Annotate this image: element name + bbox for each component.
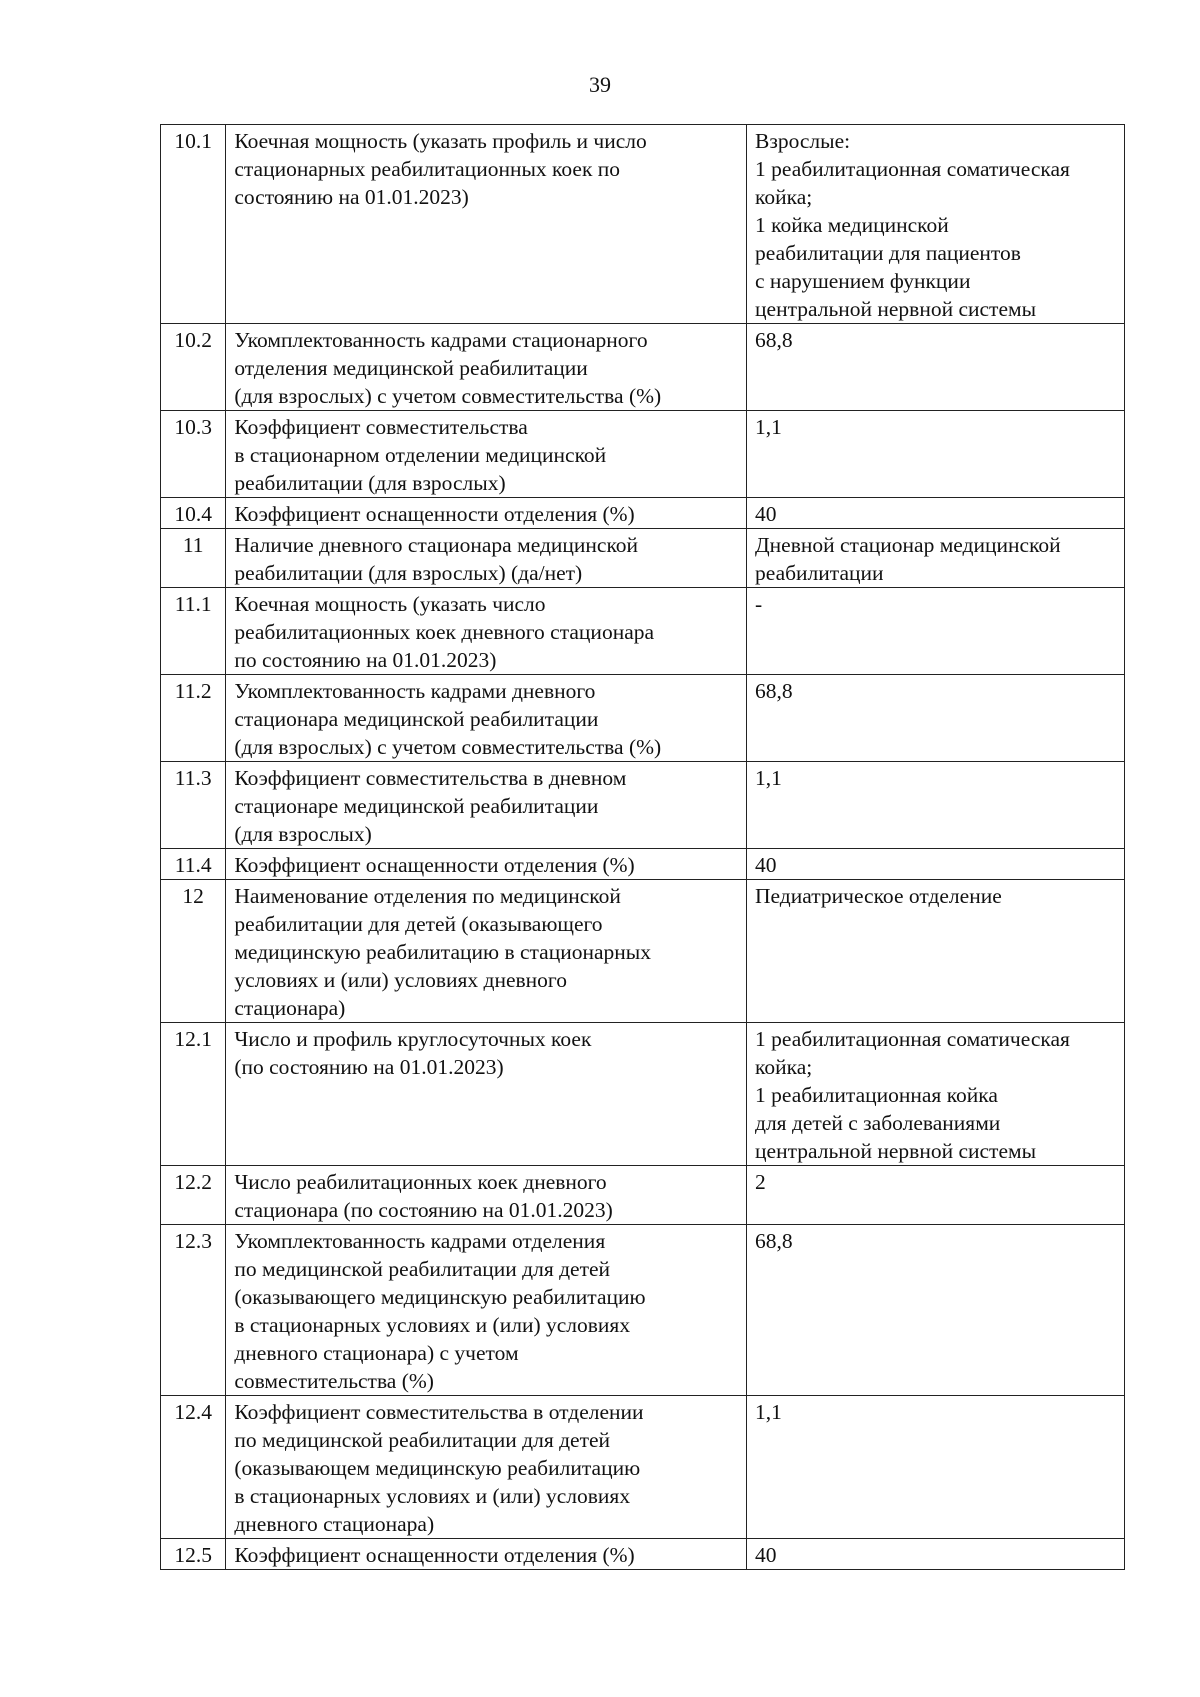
indicator-description-cell xyxy=(226,529,747,588)
value-line: Педиатрическое отделение xyxy=(755,884,1002,908)
table-row xyxy=(161,849,1125,880)
value-line: Дневной стационар медицинской xyxy=(755,533,1061,557)
description-line: в стационарных условиях и (или) условиях xyxy=(234,1484,631,1508)
description-line: стационаре медицинской реабилитации xyxy=(234,794,599,818)
indicator-value-cell xyxy=(747,1396,1125,1539)
value-line: центральной нервной системы xyxy=(755,1139,1037,1163)
indicator-description-cell xyxy=(226,1225,747,1396)
value-line: 40 xyxy=(755,853,777,877)
description-line: отделения медицинской реабилитации xyxy=(234,356,588,380)
description-line: реабилитации для детей (оказывающего xyxy=(234,912,603,936)
row-number-cell: 12.3 xyxy=(161,1225,226,1396)
indicator-description-cell xyxy=(226,675,747,762)
description-line: по состоянию на 01.01.2023) xyxy=(234,648,497,672)
description-line: дневного стационара) с учетом xyxy=(234,1341,519,1365)
indicator-value-cell xyxy=(747,675,1125,762)
value-line: 40 xyxy=(755,502,777,526)
value-line: 2 xyxy=(755,1170,766,1194)
value-line: с нарушением функции xyxy=(755,269,971,293)
value-line: центральной нервной системы xyxy=(755,297,1037,321)
value-line: 1 койка медицинской xyxy=(755,213,949,237)
description-line: стационара (по состоянию на 01.01.2023) xyxy=(234,1198,613,1222)
indicator-description-cell xyxy=(226,324,747,411)
description-line: Коэффициент оснащенности отделения (%) xyxy=(234,502,635,526)
description-line: стационара медицинской реабилитации xyxy=(234,707,599,731)
value-line: - xyxy=(755,592,763,616)
table-row xyxy=(161,762,1125,849)
indicators-table xyxy=(160,124,1125,1570)
indicator-value-cell xyxy=(747,588,1125,675)
table-row xyxy=(161,411,1125,498)
description-line: Число реабилитационных коек дневного xyxy=(234,1170,607,1194)
description-line: стационарных реабилитационных коек по xyxy=(234,157,621,181)
indicator-value-cell xyxy=(747,1539,1125,1570)
indicator-value-cell xyxy=(747,1225,1125,1396)
table-row xyxy=(161,588,1125,675)
description-line: Наименование отделения по медицинской xyxy=(234,884,621,908)
description-line: (для взрослых) xyxy=(234,822,372,846)
description-line: по медицинской реабилитации для детей xyxy=(234,1428,611,1452)
description-line: (для взрослых) с учетом совместительства (%) xyxy=(234,384,662,408)
row-number-cell: 11.3 xyxy=(161,762,226,849)
row-number-cell: 12.5 xyxy=(161,1539,226,1570)
row-number-cell: 10.1 xyxy=(161,125,226,324)
description-line: Укомплектованность кадрами стационарного xyxy=(234,328,648,352)
description-line: в стационарных условиях и (или) условиях xyxy=(234,1313,631,1337)
description-line: (оказывающем медицинскую реабилитацию xyxy=(234,1456,641,1480)
value-line: реабилитации для пациентов xyxy=(755,241,1021,265)
indicator-description-cell xyxy=(226,1166,747,1225)
value-line: 68,8 xyxy=(755,328,793,352)
indicator-description-cell xyxy=(226,762,747,849)
row-number-cell: 11 xyxy=(161,529,226,588)
description-line: по медицинской реабилитации для детей xyxy=(234,1257,611,1281)
value-line: Взрослые: xyxy=(755,129,851,153)
description-line: реабилитации (для взрослых) (да/нет) xyxy=(234,561,583,585)
description-line: Наличие дневного стационара медицинской xyxy=(234,533,639,557)
table-row xyxy=(161,880,1125,1023)
description-line: Укомплектованность кадрами дневного xyxy=(234,679,596,703)
value-line: койка; xyxy=(755,1055,813,1079)
description-line: Число и профиль круглосуточных коек xyxy=(234,1027,592,1051)
page-number: 39 xyxy=(589,72,611,97)
value-line: 1 реабилитационная соматическая xyxy=(755,1027,1070,1051)
value-line: 1,1 xyxy=(755,1400,782,1424)
value-line: 1,1 xyxy=(755,415,782,439)
description-line: состоянию на 01.01.2023) xyxy=(234,185,469,209)
description-line: Коечная мощность (указать профиль и число xyxy=(234,129,647,153)
row-number-cell: 12 xyxy=(161,880,226,1023)
table-row xyxy=(161,675,1125,762)
row-number-cell: 12.4 xyxy=(161,1396,226,1539)
indicator-description-cell xyxy=(226,1396,747,1539)
description-line: (оказывающего медицинскую реабилитацию xyxy=(234,1285,646,1309)
indicator-value-cell xyxy=(747,498,1125,529)
table-row xyxy=(161,1539,1125,1570)
indicator-value-cell xyxy=(747,1166,1125,1225)
table-row xyxy=(161,1396,1125,1539)
description-line: совместительства (%) xyxy=(234,1369,434,1393)
row-number-cell: 12.1 xyxy=(161,1023,226,1166)
indicator-description-cell xyxy=(226,588,747,675)
table-row xyxy=(161,125,1125,324)
indicator-value-cell xyxy=(747,762,1125,849)
indicator-description-cell xyxy=(226,125,747,324)
description-line: Коэффициент совместительства в дневном xyxy=(234,766,627,790)
row-number-cell: 10.2 xyxy=(161,324,226,411)
indicator-description-cell xyxy=(226,498,747,529)
description-line: медицинскую реабилитацию в стационарных xyxy=(234,940,651,964)
description-line: стационара) xyxy=(234,996,346,1020)
value-line: реабилитации xyxy=(755,561,884,585)
value-line: койка; xyxy=(755,185,813,209)
indicator-value-cell xyxy=(747,411,1125,498)
description-line: (по состоянию на 01.01.2023) xyxy=(234,1055,504,1079)
indicator-value-cell xyxy=(747,880,1125,1023)
indicator-description-cell xyxy=(226,1023,747,1166)
description-line: дневного стационара) xyxy=(234,1512,435,1536)
indicator-value-cell xyxy=(747,529,1125,588)
description-line: (для взрослых) с учетом совместительства (%) xyxy=(234,735,662,759)
row-number-cell: 10.4 xyxy=(161,498,226,529)
description-line: Коэффициент совместительства xyxy=(234,415,528,439)
indicator-description-cell xyxy=(226,849,747,880)
row-number-cell: 11.2 xyxy=(161,675,226,762)
table-row xyxy=(161,1166,1125,1225)
value-line: 68,8 xyxy=(755,1229,793,1253)
row-number-cell: 12.2 xyxy=(161,1166,226,1225)
indicator-description-cell xyxy=(226,880,747,1023)
table-row xyxy=(161,529,1125,588)
table-row xyxy=(161,498,1125,529)
row-number-cell: 11.1 xyxy=(161,588,226,675)
indicator-value-cell xyxy=(747,849,1125,880)
table-row xyxy=(161,324,1125,411)
description-line: в стационарном отделении медицинской xyxy=(234,443,607,467)
value-line: 1,1 xyxy=(755,766,782,790)
value-line: 1 реабилитационная соматическая xyxy=(755,157,1070,181)
indicator-description-cell xyxy=(226,411,747,498)
table-row xyxy=(161,1225,1125,1396)
value-line: 40 xyxy=(755,1543,777,1567)
row-number-cell: 10.3 xyxy=(161,411,226,498)
indicator-value-cell xyxy=(747,125,1125,324)
table-body xyxy=(161,125,1125,1570)
description-line: условиях и (или) условиях дневного xyxy=(234,968,567,992)
description-line: реабилитационных коек дневного стационара xyxy=(234,620,655,644)
description-line: Коэффициент оснащенности отделения (%) xyxy=(234,1543,635,1567)
indicator-description-cell xyxy=(226,1539,747,1570)
row-number-cell: 11.4 xyxy=(161,849,226,880)
value-line: 68,8 xyxy=(755,679,793,703)
description-line: реабилитации (для взрослых) xyxy=(234,471,506,495)
table-row xyxy=(161,1023,1125,1166)
description-line: Коэффициент совместительства в отделении xyxy=(234,1400,644,1424)
indicator-value-cell xyxy=(747,1023,1125,1166)
value-line: для детей с заболеваниями xyxy=(755,1111,1001,1135)
indicator-value-cell xyxy=(747,324,1125,411)
description-line: Коечная мощность (указать число xyxy=(234,592,546,616)
description-line: Коэффициент оснащенности отделения (%) xyxy=(234,853,635,877)
value-line: 1 реабилитационная койка xyxy=(755,1083,998,1107)
description-line: Укомплектованность кадрами отделения xyxy=(234,1229,606,1253)
